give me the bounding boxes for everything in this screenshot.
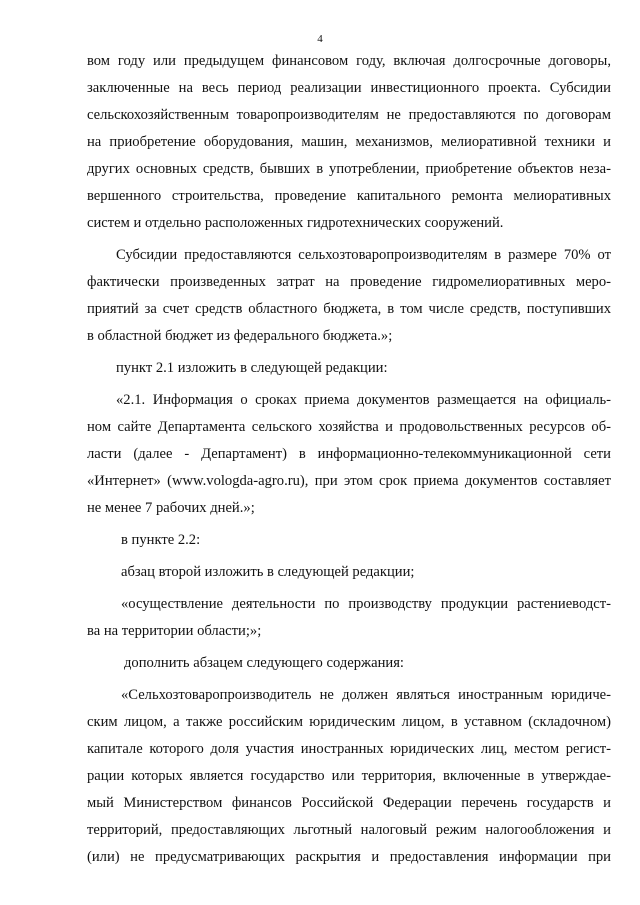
text-line: приятий за счет средств областного бюджета, в том числе средств, поступивших	[87, 301, 611, 317]
text-line: «Интернет» (www.vologda-agro.ru), при этом срок приема документов составляет	[87, 473, 611, 489]
text-line: ном сайте Департамента сельского хозяйства и продовольственных ресурсов об-	[87, 419, 611, 435]
text-line: ласти (далее - Департамент) в информационно-телекоммуникационной сети	[87, 446, 611, 462]
text-line: сельскохозяйственным товаропроизводителям не предоставляются по договорам	[87, 107, 611, 123]
text-line: вом году или предыдущем финансовом году, включая долгосрочные договоры,	[87, 53, 611, 69]
text-line: «Сельхозтоваропроизводитель не должен являться иностранным юридиче-	[121, 687, 611, 703]
document-body	[87, 48, 611, 871]
text-line: Субсидии предоставляются сельхозтоваропроизводителям в размере 70% от	[116, 247, 611, 263]
text-line: «осуществление деятельности по производству продукции растениеводст-	[121, 596, 611, 612]
text-line: фактически произведенных затрат на проведение гидромелиоративных меро-	[87, 274, 611, 290]
text-line: на приобретение оборудования, машин, механизмов, мелиоративной техники и	[87, 134, 611, 150]
text-line: абзац второй изложить в следующей редакции;	[121, 564, 415, 580]
text-line: капитале которого доля участия иностранных юридических лиц, местом регист-	[87, 741, 611, 757]
text-line: (или) не предусматривающих раскрытия и предоставления информации при	[87, 849, 611, 865]
text-line: в пункте 2.2:	[121, 532, 201, 548]
text-line: «2.1. Информация о сроках приема документов размещается на официаль-	[116, 392, 611, 408]
page-number: 4	[317, 33, 323, 45]
text-line: ским лицом, а также российским юридическим лицом, в уставном (складочном)	[87, 714, 611, 730]
text-line: вершенного строительства, проведение капитального ремонта мелиоративных	[87, 188, 611, 204]
text-line: других основных средств, бывших в употреблении, приобретение объектов неза-	[87, 161, 611, 177]
text-line: заключенные на весь период реализации инвестиционного проекта. Субсидии	[87, 80, 611, 96]
text-line: рации которых является государство или территория, включенные в утверждае-	[87, 768, 611, 784]
text-line: пункт 2.1 изложить в следующей редакции:	[116, 360, 388, 376]
text-line: систем и отдельно расположенных гидротехнических сооружений.	[87, 215, 504, 231]
text-line: дополнить абзацем следующего содержания:	[124, 655, 404, 671]
text-line: мый Министерством финансов Российской Федерации перечень государств и	[87, 795, 611, 811]
text-line: территорий, предоставляющих льготный налоговый режим налогообложения и	[87, 822, 611, 838]
text-line: ва на территории области;»;	[87, 623, 262, 639]
text-line: не менее 7 рабочих дней.»;	[87, 500, 255, 516]
text-line: в областной бюджет из федерального бюджета.»;	[87, 328, 393, 344]
